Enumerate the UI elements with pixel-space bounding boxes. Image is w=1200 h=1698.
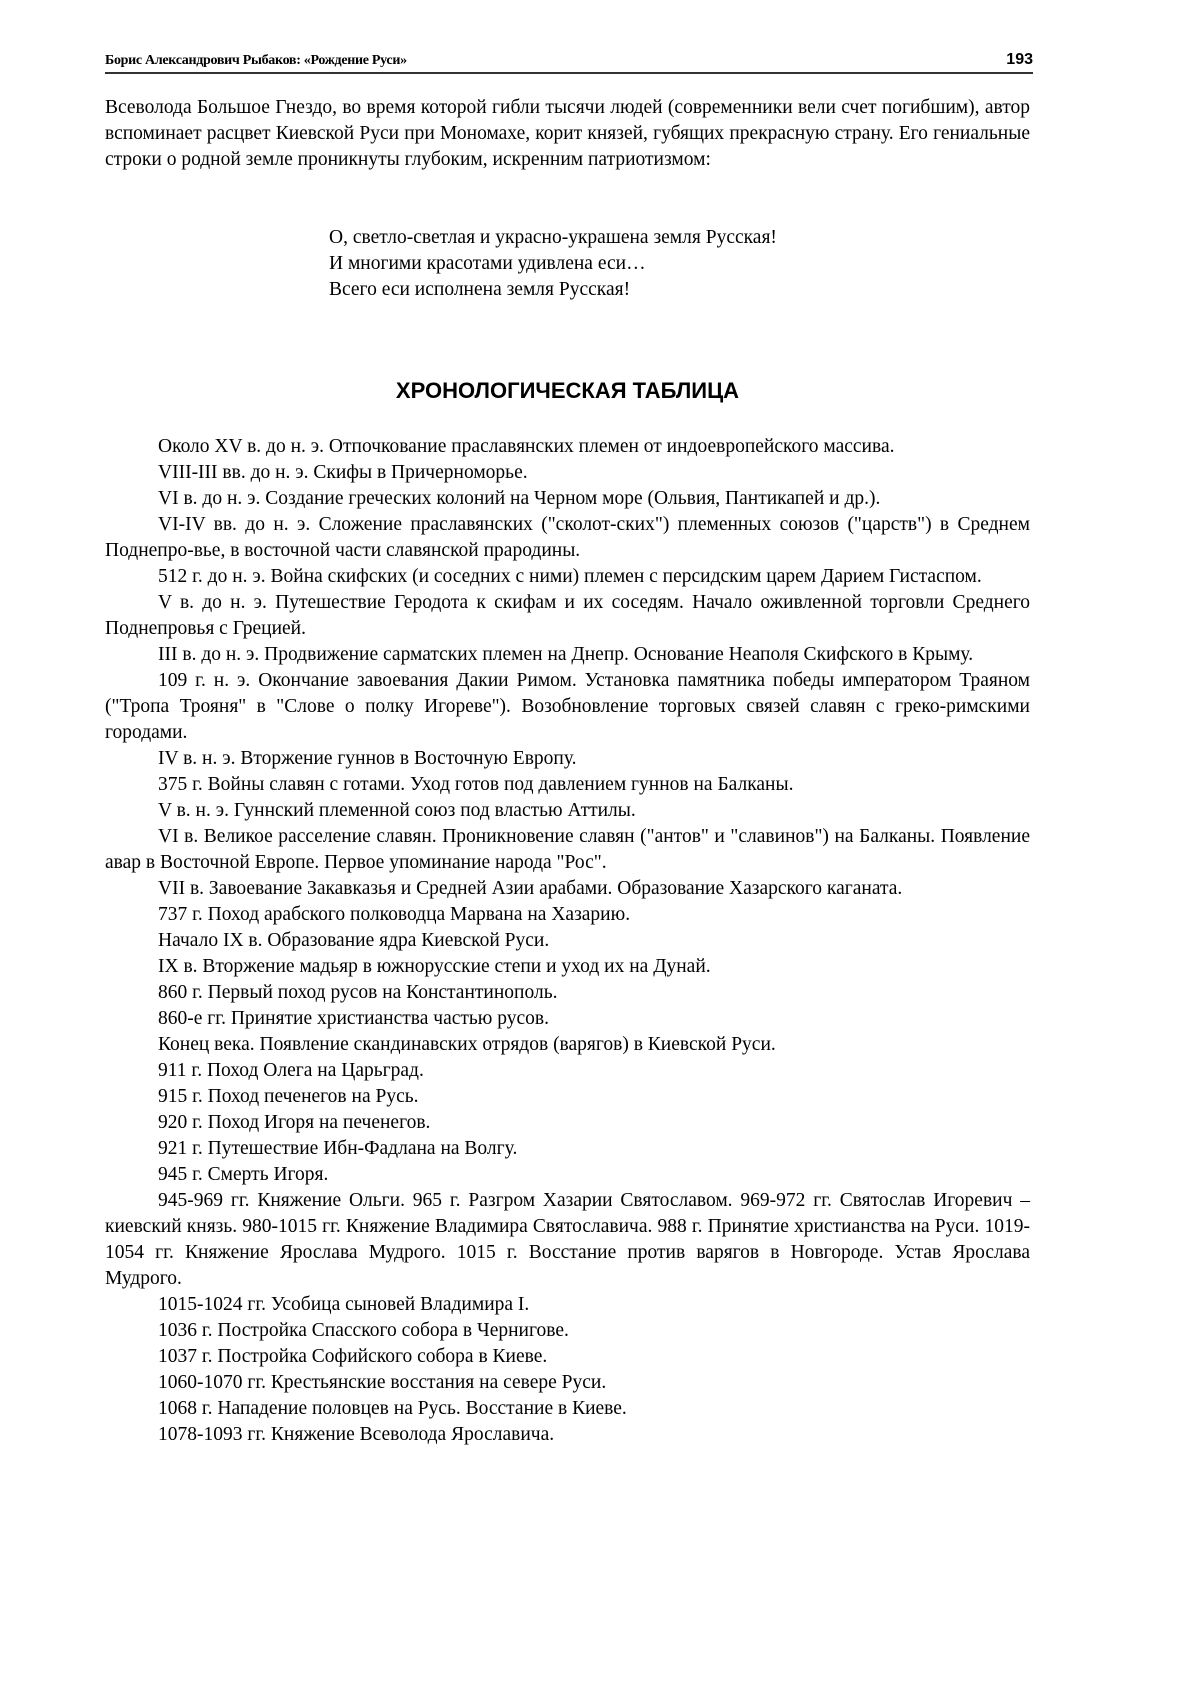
- chronology-entry: 945 г. Смерть Игоря.: [105, 1162, 1030, 1188]
- chronology-entry: 860 г. Первый поход русов на Константинополь.: [105, 980, 1030, 1006]
- chronology-entry: 920 г. Поход Игоря на печенегов.: [105, 1110, 1030, 1136]
- chronology-entry: V в. н. э. Гуннский племенной союз под властью Аттилы.: [105, 798, 1030, 824]
- chronology-entry: IX в. Вторжение мадьяр в южнорусские степи и уход их на Дунай.: [105, 954, 1030, 980]
- chronology-entry: VI-IV вв. до н. э. Сложение праславянских ("сколот-ских") племенных союзов ("царств") в Среднем Поднепро-вье, в восточной части славянской прародины.: [105, 512, 1030, 564]
- chronology-entry: IV в. н. э. Вторжение гуннов в Восточную Европу.: [105, 746, 1030, 772]
- chronology-entry: V в. до н. э. Путешествие Геродота к скифам и их соседям. Начало оживленной торговли Среднего Поднепровья с Грецией.: [105, 590, 1030, 642]
- chronology-list: [105, 434, 1030, 1448]
- chronology-entry: Начало IX в. Образование ядра Киевской Руси.: [105, 928, 1030, 954]
- chronology-entry: 945-969 гг. Княжение Ольги. 965 г. Разгром Хазарии Святославом. 969-972 гг. Святослав Игоревич – киевский князь. 980-1015 гг. Княжение Владимира Святославича. 988 г. Принятие христианства на Руси. 1019-1054 гг. Княжение Ярослава Мудрого. 1015 г. Восстание против варягов в Новгороде. Устав Ярослава Мудрого.: [105, 1188, 1030, 1292]
- book-title: Борис Александрович Рыбаков: «Рождение Руси»: [105, 53, 407, 69]
- chronology-entry: 1036 г. Постройка Спасского собора в Чернигове.: [105, 1318, 1030, 1344]
- chronology-entry: 737 г. Поход арабского полководца Марвана на Хазарию.: [105, 902, 1030, 928]
- chronology-entry: 921 г. Путешествие Ибн-Фадлана на Волгу.: [105, 1136, 1030, 1162]
- chronology-entry: III в. до н. э. Продвижение сарматских племен на Днепр. Основание Неаполя Скифского в Крыму.: [105, 642, 1030, 668]
- intro-paragraph: Всеволода Большое Гнездо, во время которой гибли тысячи людей (современники вели счет погибшим), автор вспоминает расцвет Киевской Руси при Мономахе, корит князей, губящих прекрасную страну. Его гениальные строки о родной земле проникнуты глубоким, искренним патриотизмом:: [105, 95, 1030, 173]
- chronology-entry: 1037 г. Постройка Софийского собора в Киеве.: [105, 1344, 1030, 1370]
- chronology-entry: 1015-1024 гг. Усобица сыновей Владимира I.: [105, 1292, 1030, 1318]
- section-title: ХРОНОЛОГИЧЕСКАЯ ТАБЛИЦА: [0, 378, 1135, 404]
- chronology-entry: VI в. до н. э. Создание греческих колоний на Черном море (Ольвия, Пантикапей и др.).: [105, 486, 1030, 512]
- chronology-entry: 915 г. Поход печенегов на Русь.: [105, 1084, 1030, 1110]
- chronology-entry: 1078-1093 гг. Княжение Всеволода Ярославича.: [105, 1422, 1030, 1448]
- chronology-entry: 911 г. Поход Олега на Царьград.: [105, 1058, 1030, 1084]
- running-header: [105, 50, 1033, 74]
- chronology-entry: VI в. Великое расселение славян. Проникновение славян ("антов" и "славинов") на Балканы. Появление авар в Восточной Европе. Первое упоминание народа "Рос".: [105, 824, 1030, 876]
- chronology-entry: 109 г. н. э. Окончание завоевания Дакии Римом. Установка памятника победы императором Траяном ("Тропа Трояня" в "Слове о полку Игореве"). Возобновление торговых связей славян с греко-римскими городами.: [105, 668, 1030, 746]
- chronology-entry: Конец века. Появление скандинавских отрядов (варягов) в Киевской Руси.: [105, 1032, 1030, 1058]
- chronology-entry: Около XV в. до н. э. Отпочкование праславянских племен от индоевропейского массива.: [105, 434, 1030, 460]
- chronology-entry: 512 г. до н. э. Война скифских (и соседних с ними) племен с персидским царем Дарием Гистаспом.: [105, 564, 1030, 590]
- chronology-entry: 1060-1070 гг. Крестьянские восстания на севере Руси.: [105, 1370, 1030, 1396]
- poem-line: Всего еси исполнена земля Русская!: [329, 277, 777, 303]
- chronology-entry: 375 г. Войны славян с готами. Уход готов под давлением гуннов на Балканы.: [105, 772, 1030, 798]
- chronology-entry: 860-е гг. Принятие христианства частью русов.: [105, 1006, 1030, 1032]
- chronology-entry: 1068 г. Нападение половцев на Русь. Восстание в Киеве.: [105, 1396, 1030, 1422]
- chronology-entry: VIII-III вв. до н. э. Скифы в Причерноморье.: [105, 460, 1030, 486]
- poem-line: О, светло-светлая и украсно-украшена земля Русская!: [329, 225, 777, 251]
- chronology-entry: VII в. Завоевание Закавказья и Средней Азии арабами. Образование Хазарского каганата.: [105, 876, 1030, 902]
- poem-quote: [329, 225, 777, 303]
- page-number: 193: [1006, 51, 1033, 69]
- poem-line: И многими красотами удивлена еси…: [329, 251, 777, 277]
